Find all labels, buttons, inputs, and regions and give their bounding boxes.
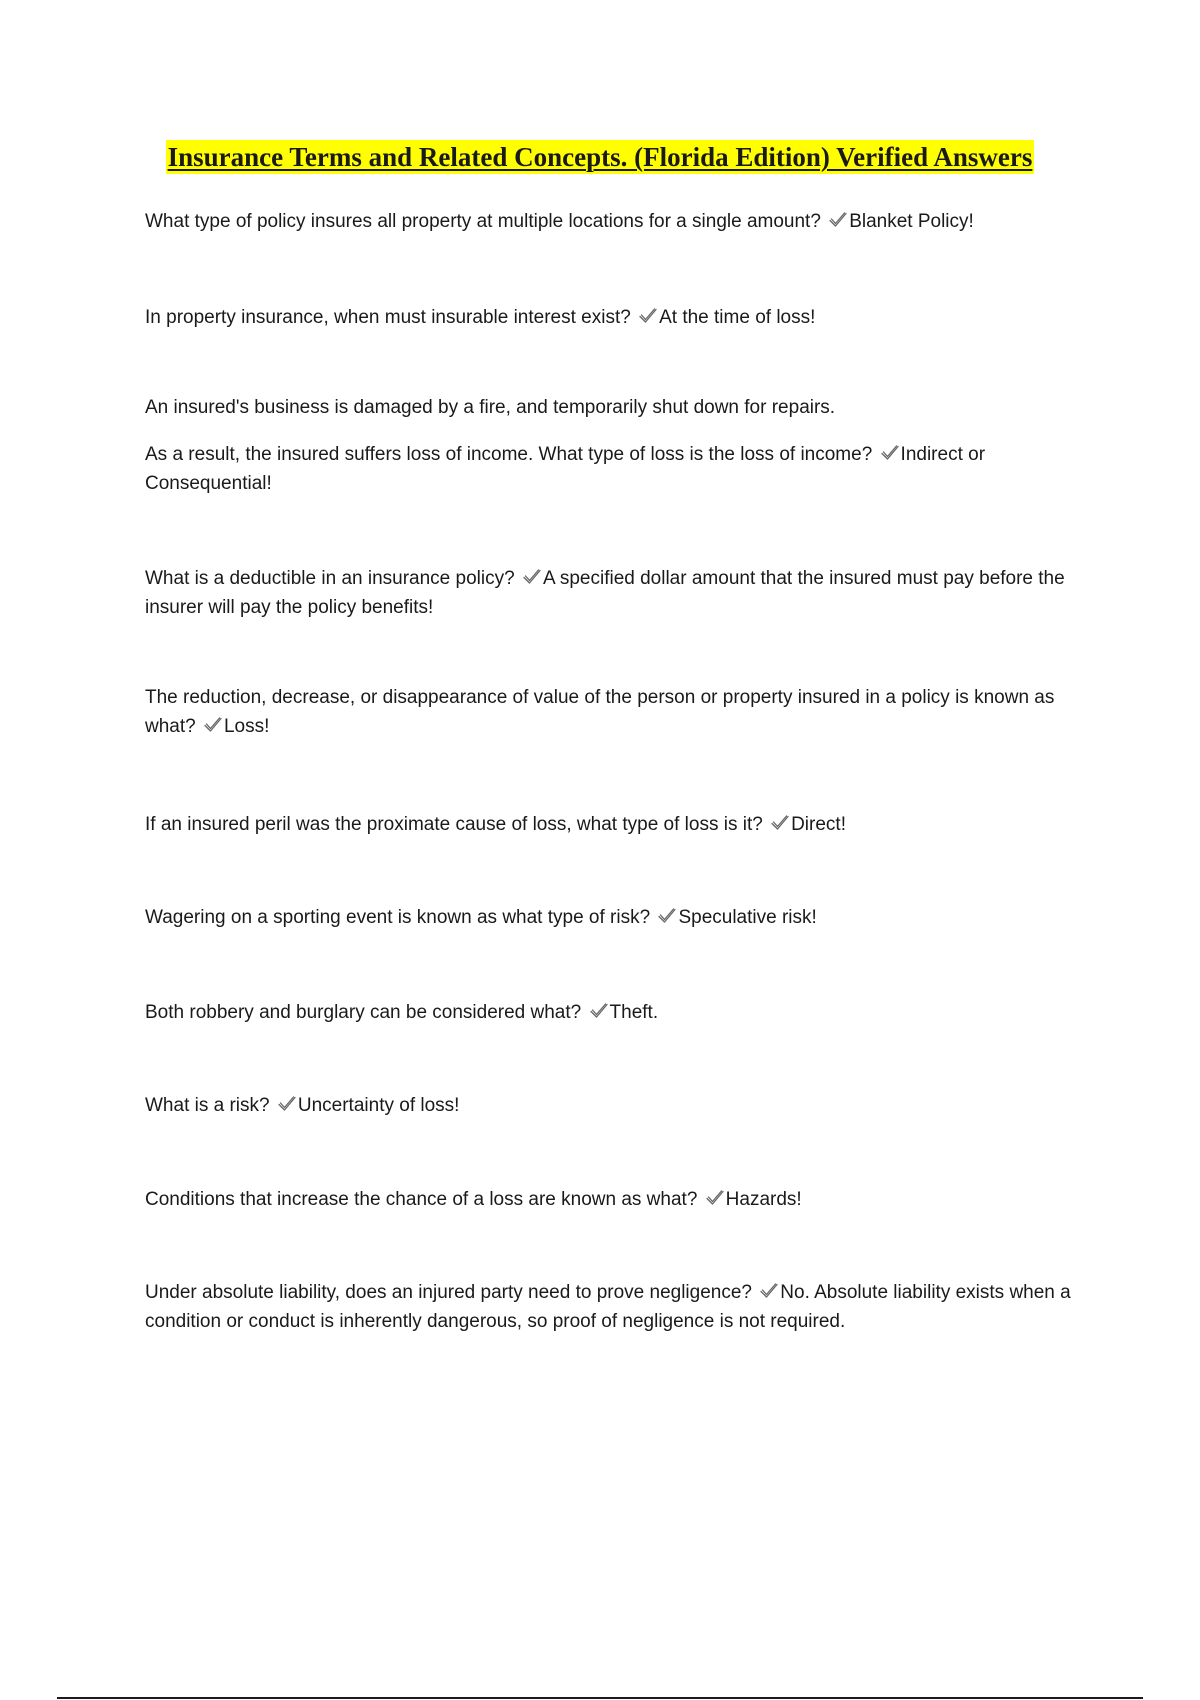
question-text: As a result, the insured suffers loss of income. What type of loss is the loss of income? [145, 444, 873, 465]
qa-line [145, 810, 1080, 839]
qa-item [145, 998, 1080, 1027]
check-mark-icon [759, 1282, 779, 1300]
question-text: If an insured peril was the proximate cause of loss, what type of loss is it? [145, 814, 763, 835]
check-mark-icon [277, 1095, 297, 1113]
qa-line [145, 564, 1080, 622]
qa-line [145, 1091, 1080, 1120]
page-header [0, 140, 1200, 174]
page-title: Insurance Terms and Related Concepts. (Florida Edition) Verified Answers [167, 142, 1033, 172]
qa-item [145, 810, 1080, 839]
check-mark-icon [657, 907, 677, 925]
answer-text: Direct! [791, 814, 846, 835]
check-mark-icon [203, 716, 223, 734]
qa-line [145, 303, 1080, 332]
check-mark-icon [638, 307, 658, 325]
qa-item [145, 1091, 1080, 1120]
answer-text: Hazards! [725, 1189, 802, 1210]
qa-line [145, 1278, 1080, 1336]
qa-item [145, 393, 1080, 498]
question-text: The reduction, decrease, or disappearance of value of the person or property insured in a policy is known as what? [145, 687, 1055, 737]
qa-item [145, 303, 1080, 332]
answer-text: Speculative risk! [678, 907, 817, 928]
answer-text: Loss! [223, 716, 270, 737]
answer-text: No. Absolute liability exists when a condition or conduct is inherently dangerous, so proof of negligence is not required. [145, 1282, 1071, 1332]
qa-item [145, 1185, 1080, 1214]
qa-line [145, 393, 1080, 422]
qa-line [145, 1185, 1080, 1214]
qa-line [145, 207, 1080, 236]
answer-text: At the time of loss! [659, 307, 816, 328]
question-text: Conditions that increase the chance of a loss are known as what? [145, 1189, 698, 1210]
question-text: Wagering on a sporting event is known as what type of risk? [145, 907, 651, 928]
question-text: An insured's business is damaged by a fire, and temporarily shut down for repairs. [145, 397, 836, 418]
answer-text: Indirect or Consequential! [145, 444, 986, 494]
question-text: What is a risk? [145, 1095, 270, 1116]
answer-text: Blanket Policy! [849, 211, 974, 232]
check-mark-icon [522, 568, 542, 586]
qa-line [145, 998, 1080, 1027]
qa-item [145, 207, 1080, 236]
page-bottom-rule [57, 1697, 1143, 1699]
qa-item [145, 683, 1080, 741]
question-text: Under absolute liability, does an injured party need to prove negligence? [145, 1282, 752, 1303]
question-text: Both robbery and burglary can be considered what? [145, 1002, 582, 1023]
qa-item [145, 903, 1080, 932]
question-text: In property insurance, when must insurable interest exist? [145, 307, 631, 328]
check-mark-icon [880, 444, 900, 462]
check-mark-icon [705, 1189, 725, 1207]
qa-line [145, 683, 1080, 741]
check-mark-icon [828, 211, 848, 229]
question-text: What is a deductible in an insurance policy? [145, 568, 515, 589]
question-text: What type of policy insures all property at multiple locations for a single amount? [145, 211, 821, 232]
answer-text: Uncertainty of loss! [297, 1095, 460, 1116]
check-mark-icon [770, 814, 790, 832]
answer-text: Theft. [609, 1002, 659, 1023]
check-mark-icon [589, 1002, 609, 1020]
qa-line [145, 440, 1080, 498]
qa-item [145, 564, 1080, 622]
answer-text: A specified dollar amount that the insured must pay before the insurer will pay the policy benefits! [145, 568, 1065, 618]
qa-item [145, 1278, 1080, 1336]
qa-line [145, 903, 1080, 932]
